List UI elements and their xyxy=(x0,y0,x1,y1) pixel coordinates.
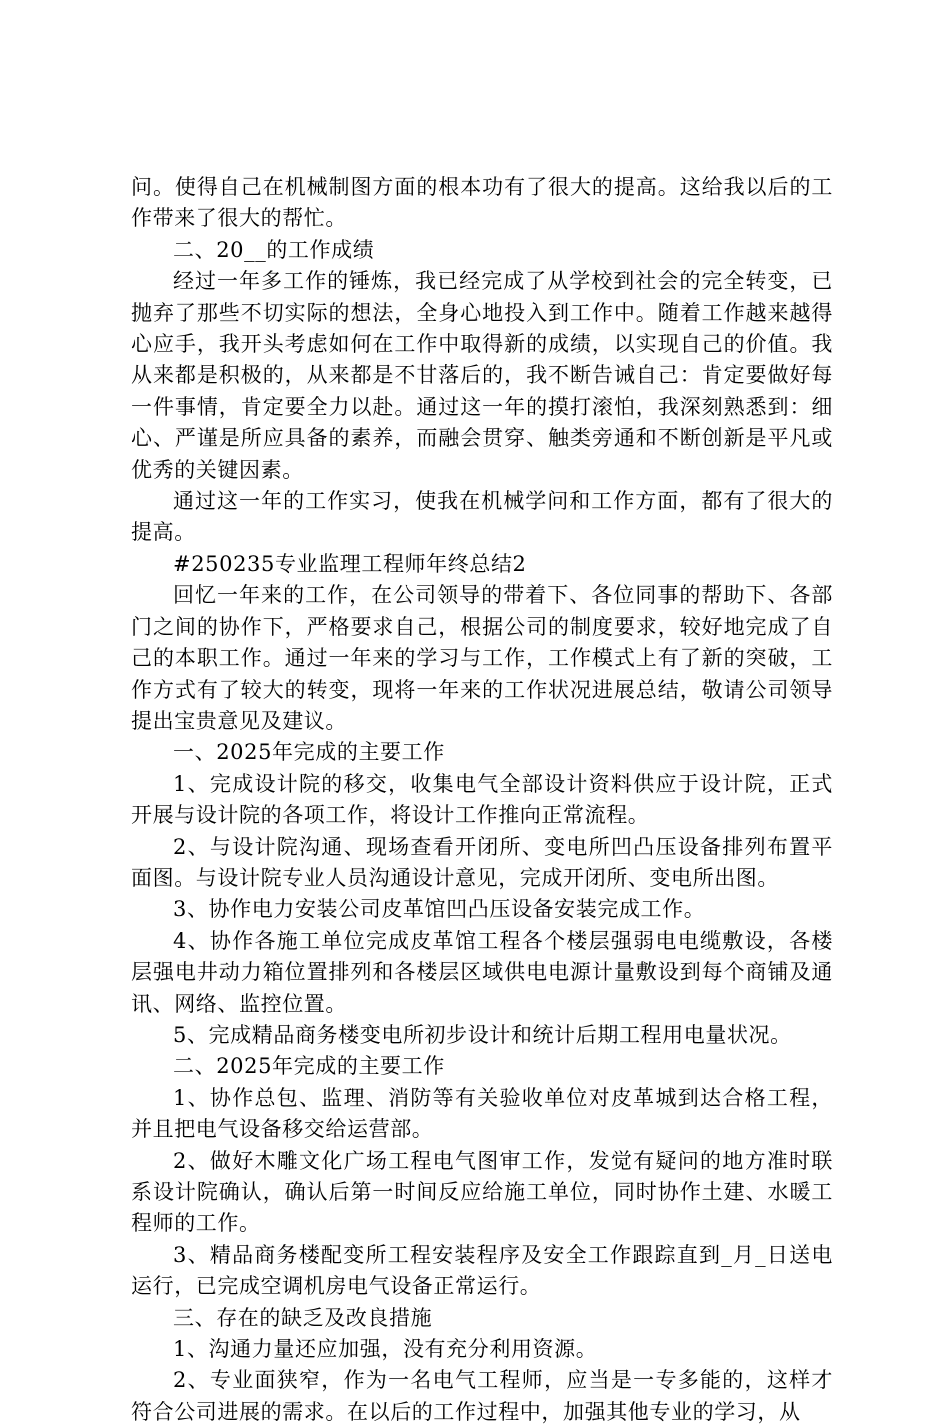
section-heading: 二、20__的工作成绩 xyxy=(173,237,375,262)
paragraph: 问。使得自己在机械制图方面的根本功有了很大的提高。这给我以后的工作带来了很大的帮忙。 xyxy=(131,175,833,231)
section-heading: 二、2025年完成的主要工作 xyxy=(173,1054,445,1079)
paragraph: 经过一年多工作的锤炼，我已经完成了从学校到社会的完全转变，已抛弃了那些不切实际的想法，全身心地投入到工作中。随着工作越来越得心应手，我开头考虑如何在工作中取得新的成绩，以实现自己的价值。我从来都是积极的，从来都是不甘落后的，我不断告诫自己：肯定要做好每一件事情，肯定要全力以赴。通过这一年的摸打滚怕，我深刻熟悉到：细心、严谨是所应具备的素养，而融会贯穿、触类旁通和不断创新是平凡或优秀的关键因素。 xyxy=(131,269,833,482)
list-item: 1、协作总包、监理、消防等有关验收单位对皮革城到达合格工程，并且把电气设备移交给运营部。 xyxy=(131,1085,833,1142)
list-item: 2、做好木雕文化广场工程电气图审工作，发觉有疑问的地方准时联系设计院确认，确认后第一时间反应给施工单位，同时协作土建、水暖工程师的工作。 xyxy=(131,1148,833,1236)
document-page xyxy=(131,172,833,1428)
list-item: 1、完成设计院的移交，收集电气全部设计资料供应于设计院，正式开展与设计院的各项工作，将设计工作推向正常流程。 xyxy=(131,771,833,828)
list-item: 2、与设计院沟通、现场查看开闭所、变电所凹凸压设备排列布置平面图。与设计院专业人员沟通设计意见，完成开闭所、变电所出图。 xyxy=(131,834,833,890)
section-heading: 一、2025年完成的主要工作 xyxy=(173,740,445,765)
list-item: 5、完成精品商务楼变电所初步设计和统计后期工程用电量状况。 xyxy=(173,1022,792,1047)
list-item: 1、沟通力量还应加强，没有充分利用资源。 xyxy=(173,1337,598,1362)
section-heading: 三、存在的缺乏及改良措施 xyxy=(173,1305,433,1330)
list-item: 3、协作电力安装公司皮革馆凹凸压设备安装完成工作。 xyxy=(173,897,706,922)
list-item: 3、精品商务楼配变所工程安装程序及安全工作跟踪直到_月_日送电运行，已完成空调机房电气设备正常运行。 xyxy=(131,1242,833,1299)
list-item: 4、协作各施工单位完成皮革馆工程各个楼层强弱电电缆敷设，各楼层强电井动力箱位置排列和各楼层区域供电电源计量敷设到每个商铺及通讯、网络、监控位置。 xyxy=(131,928,833,1016)
document-title: #250235专业监理工程师年终总结2 xyxy=(173,551,527,576)
paragraph: 回忆一年来的工作，在公司领导的带着下、各位同事的帮助下、各部门之间的协作下，严格要求自己，根据公司的制度要求，较好地完成了自己的本职工作。通过一年来的学习与工作，工作模式上有了新的突破，工作方式有了较大的转变，现将一年来的工作状况进展总结，敬请公司领导提出宝贵意见及建议。 xyxy=(131,583,833,733)
list-item: 2、专业面狭窄，作为一名电气工程师，应当是一专多能的，这样才符合公司进展的需求。在以后的工作过程中，加强其他专业的学习，从 xyxy=(131,1368,833,1424)
paragraph: 通过这一年的工作实习，使我在机械学问和工作方面，都有了很大的提高。 xyxy=(131,489,833,545)
